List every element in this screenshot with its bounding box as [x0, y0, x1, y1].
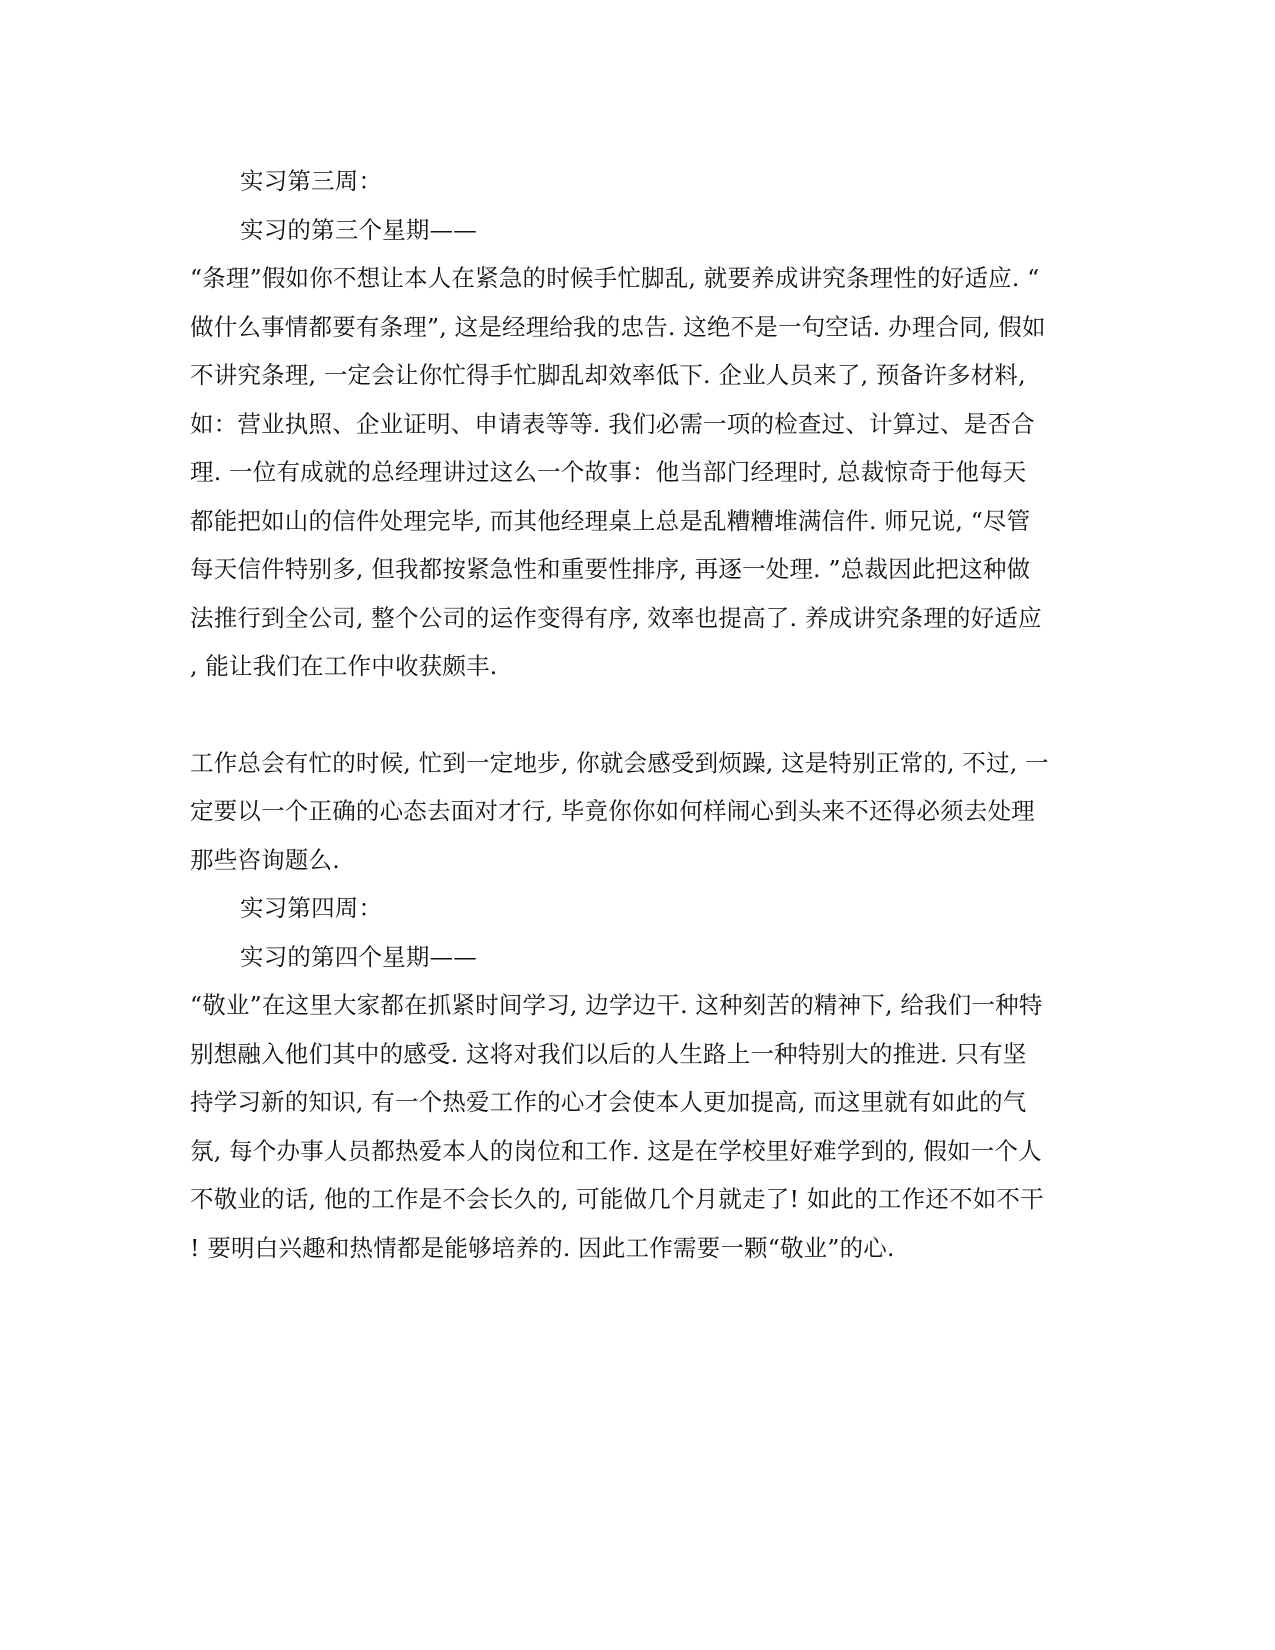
- paragraph-line: 法推行到全公司, 整个公司的运作变得有序, 效率也提高了. 养成讲究条理的好适应: [190, 603, 1042, 632]
- paragraph-line: 都能把如山的信件处理完毕, 而其他经理桌上总是乱糟糟堆满信件. 师兄说, “尽管: [190, 506, 1031, 535]
- paragraph-line: 工作总会有忙的时候, 忙到一定地步, 你就会感受到烦躁, 这是特别正常的, 不过, 一: [190, 748, 1049, 777]
- week3-heading: 实习第三周：: [240, 167, 383, 195]
- paragraph-line: 如：营业执照、企业证明、申请表等等. 我们必需一项的检查过、计算过、是否合: [190, 409, 1035, 438]
- paragraph-line: 不敬业的话, 他的工作是不会长久的, 可能做几个月就走了! 如此的工作还不如不干: [190, 1185, 1044, 1213]
- week3-subheading: 实习的第三个星期——: [240, 215, 477, 244]
- paragraph-line: 氛, 每个办事人员都热爱本人的岗位和工作. 这是在学校里好难学到的, 假如一个人: [190, 1136, 1042, 1165]
- paragraph-line: 那些咨询题么.: [190, 845, 340, 874]
- paragraph-line: 每天信件特别多, 但我都按紧急性和重要性排序, 再逐一处理. ”总裁因此把这种做: [190, 555, 1031, 583]
- paragraph-line: , 能让我们在工作中收获颇丰.: [190, 652, 498, 680]
- middle-paragraph: [190, 739, 1080, 885]
- paragraph-spacer: [190, 691, 1080, 739]
- paragraph-line: “敬业”在这里大家都在抓紧时间学习, 边学边干. 这种刻苦的精神下, 给我们一种特: [190, 991, 1043, 1019]
- paragraph-line: 不讲究条理, 一定会让你忙得手忙脚乱却效率低下. 企业人员来了, 预备许多材料,: [190, 361, 1026, 389]
- paragraph-line: 做什么事情都要有条理”, 这是经理给我的忠告. 这绝不是一句空话. 办理合同, 假如: [190, 312, 1046, 341]
- week4-subheading: 实习的第四个星期——: [240, 942, 477, 971]
- paragraph-line: “条理”假如你不想让本人在紧急的时候手忙脚乱, 就要养成讲究条理性的好适应. “: [190, 264, 1040, 292]
- paragraph-line: 别想融入他们其中的感受. 这将对我们以后的人生路上一种特别大的推进. 只有坚: [190, 1039, 1027, 1068]
- paragraph-line: 理. 一位有成就的总经理讲过这么一个故事：他当部门经理时, 总裁惊奇于他每天: [190, 458, 1027, 486]
- document-body: [190, 157, 1080, 1272]
- week4-paragraph: [190, 981, 1080, 1272]
- week3-paragraph: [190, 254, 1080, 691]
- paragraph-line: ! 要明白兴趣和热情都是能够培养的. 因此工作需要一颗“敬业”的心.: [190, 1233, 895, 1262]
- paragraph-line: 定要以一个正确的心态去面对才行, 毕竟你你如何样闹心到头来不还得必须去处理: [190, 797, 1035, 825]
- week4-heading: 实习第四周：: [240, 894, 383, 922]
- paragraph-line: 持学习新的知识, 有一个热爱工作的心才会使本人更加提高, 而这里就有如此的气: [190, 1088, 1027, 1116]
